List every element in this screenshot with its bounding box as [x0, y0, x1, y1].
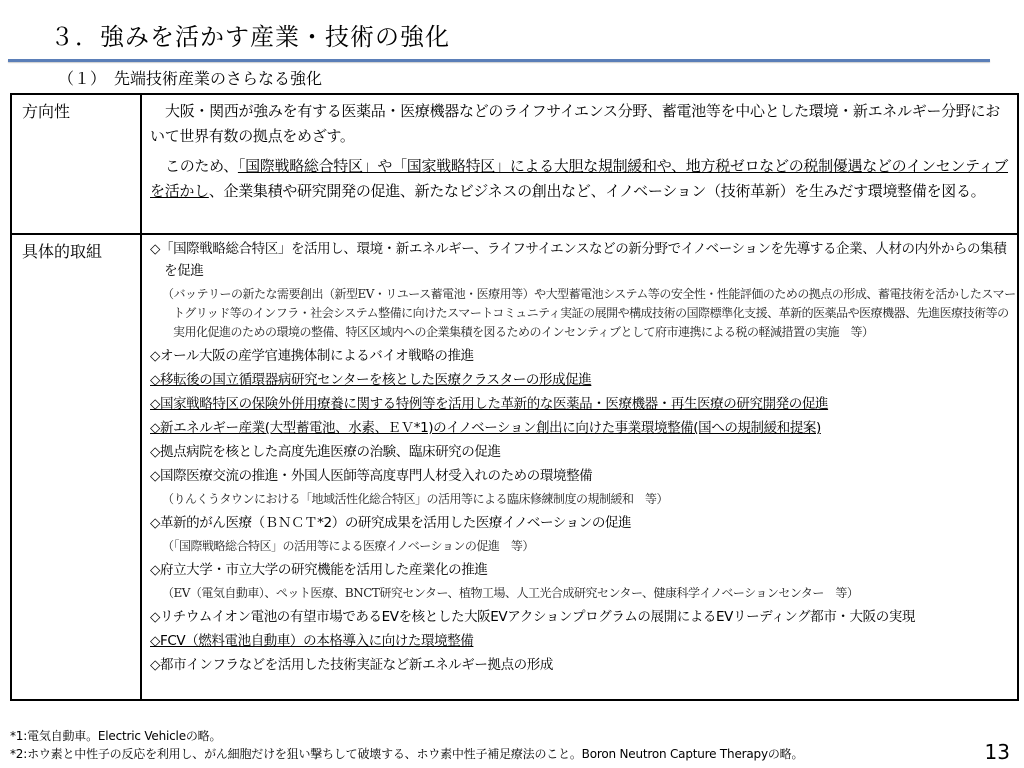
action-note-special-zone: （バッテリーの新たな需要創出（新型EV・リユース蓄電池・医療用等）や大型蓄電池システム等の安全性・性能評価のための拠点の形成、蓄電技術を活かしたスマートグリッド等のインフラ・社会システム整備に向けたスマートコミュニティ実証の展開や構成技術の国際標準化支援、革新的医薬品や医療機器、先進医療技術等の実用化促進のための環境の整備、特区区域内への企業集積を図るためのインセンティブとして府市連携による税の軽減措置の実施 等）: [162, 287, 1016, 339]
table-column-divider: [140, 95, 142, 699]
direction-paragraph-2-tail: 、企業集積や研究開発の促進、新たなビジネスの創出など、イノベーション（技術革新）を生みだす環境整備を図る。: [208, 182, 986, 200]
direction-paragraph-2-underlined: 「国際戦略総合特区」や「国家戦略特区」による大胆な規制緩和や、地方税ゼロなどの税制優遇などのインセンティブを活かし: [150, 157, 1009, 200]
action-item-bio-strategy: ◇オール大阪の産学官連携体制によるバイオ戦略の推進: [150, 348, 474, 364]
action-item-special-zone: ◇「国際戦略総合特区」を活用し、環境・新エネルギー、ライフサイエンスなどの新分野でイノベーションを先導する企業、人材の内外からの集積を促進: [150, 241, 1007, 279]
section-subtitle: （１） 先端技術産業のさらなる強化: [58, 69, 323, 88]
direction-heading: 方向性: [22, 102, 71, 121]
action-item-infrastructure: ◇都市インフラなどを活用した技術実証など新エネルギー拠点の形成: [150, 657, 553, 673]
policy-table: [10, 93, 1019, 701]
action-note-bnct: （「国際戦略総合特区」の活用等による医療イノベーションの促進 等）: [162, 539, 534, 553]
direction-paragraph-2: [150, 154, 1014, 204]
footnote-1: *1:電気自動車。Electric Vehicleの略。: [10, 729, 222, 743]
action-item-new-energy: ◇新エネルギー産業(大型蓄電池、水素、ＥＶ*1)のイノベーション創出に向けた事業環境整備(国への規制緩和提案): [150, 420, 821, 436]
page-title: ３．強みを活かす産業・技術の強化: [50, 23, 450, 51]
action-note-university: （EV（電気自動車）、ペット医療、BNCT研究センター、植物工場、人工光合成研究センター、健康科学イノベーションセンター 等）: [162, 586, 859, 600]
action-item-ev-program: ◇リチウムイオン電池の有望市場であるEVを核とした大阪EVアクションプログラムの展開によるEVリーディング都市・大阪の実現: [150, 609, 916, 625]
action-item-fcv: ◇FCV（燃料電池自動車）の本格導入に向けた環境整備: [150, 633, 474, 649]
action-item-medical-cluster: ◇移転後の国立循環器病研究センターを核とした医療クラスターの形成促進: [150, 372, 592, 388]
action-item-clinical-research: ◇拠点病院を核とした高度先進医療の治験、臨床研究の促進: [150, 444, 501, 460]
action-item-international-medical: ◇国際医療交流の推進・外国人医師等高度専門人材受入れのための環境整備: [150, 468, 593, 484]
direction-paragraph-1: 大阪・関西が強みを有する医薬品・医療機器などのライフサイエンス分野、蓄電池等を中心とした環境・新エネルギー分野において世界有数の拠点をめざす。: [150, 102, 1000, 145]
direction-text: [150, 99, 1014, 204]
footnote-2: *2:ホウ素と中性子の反応を利用し、がん細胞だけを狙い撃ちして破壊する、ホウ素中性子補足療法のこと。Boron Neutron Capture Therapyの略。: [10, 747, 804, 761]
action-item-university: ◇府立大学・市立大学の研究機能を活用した産業化の推進: [150, 562, 488, 578]
actions-heading: 具体的取組: [22, 242, 103, 261]
page-number: 13: [984, 740, 1010, 764]
table-row-divider: [12, 233, 1017, 235]
title-underline: [8, 59, 990, 62]
direction-paragraph-2-lead: このため、: [165, 157, 238, 175]
action-note-rinku: （りんくうタウンにおける「地域活性化総合特区」の活用等による臨床修練制度の規制緩和 等）: [162, 492, 669, 506]
actions-list: [150, 238, 1016, 677]
action-item-national-strategic-zone: ◇国家戦略特区の保険外併用療養に関する特例等を活用した革新的な医薬品・医療機器・再生医療の研究開発の促進: [150, 396, 829, 412]
action-item-bnct: ◇革新的がん医療（ＢＮＣＴ*2）の研究成果を活用した医療イノベーションの促進: [150, 515, 632, 531]
